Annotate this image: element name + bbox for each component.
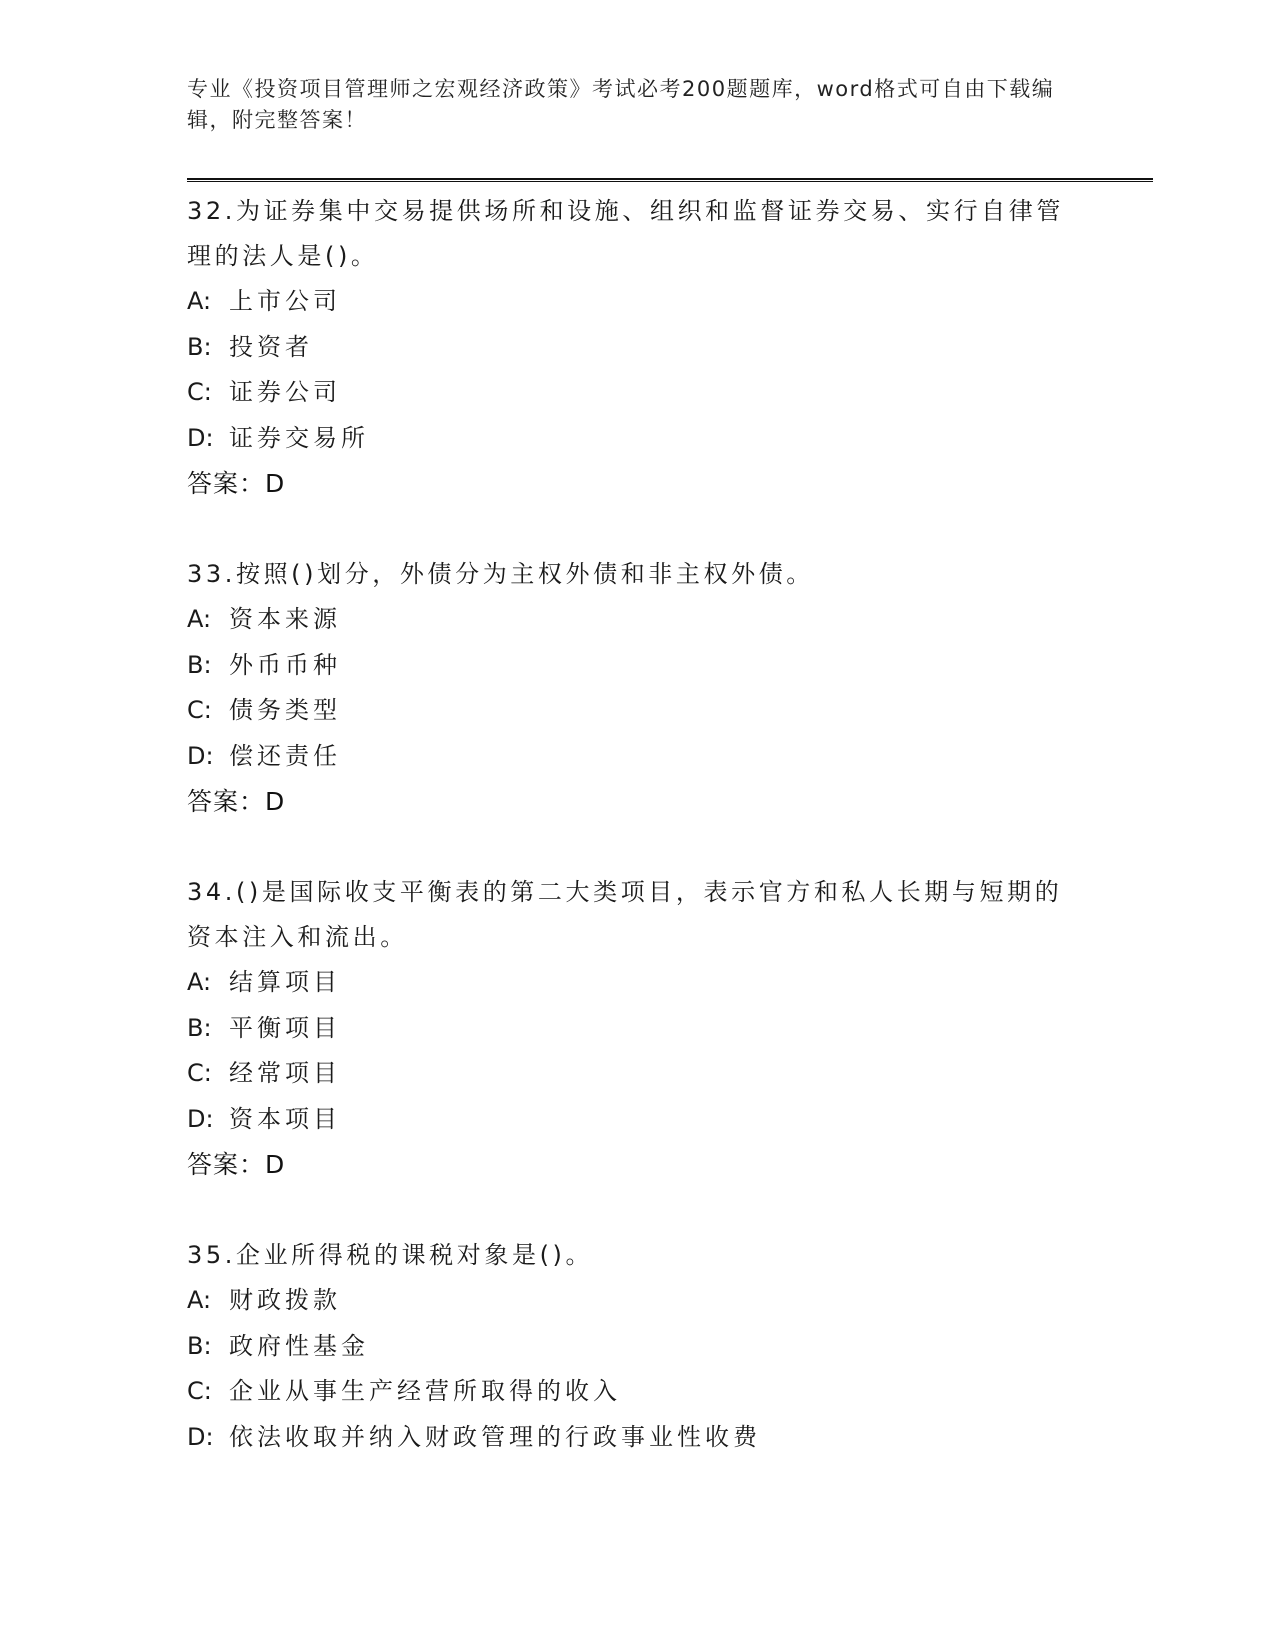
option-text: 政府性基金 — [229, 1331, 369, 1360]
option-letter: D: — [187, 1104, 214, 1133]
option-text: 结算项目 — [229, 968, 341, 996]
question-stem: 34.()是国际收支平衡表的第二大类项目，表示官方和私人长期与短期的资本注入和流出。 — [187, 878, 1063, 951]
option-text: 外币币种 — [229, 650, 341, 679]
option-c — [187, 370, 1087, 416]
option-text: 经常项目 — [229, 1059, 341, 1087]
option-text: 证券公司 — [229, 378, 341, 406]
option-letter: D: — [187, 423, 214, 452]
question-list — [187, 189, 1087, 1506]
option-letter: C: — [187, 1059, 212, 1087]
option-text: 依法收取并纳入财政管理的行政事业性收费 — [229, 1422, 761, 1451]
option-a — [187, 279, 1087, 325]
option-a — [187, 960, 1087, 1006]
option-letter: B: — [187, 1013, 212, 1042]
option-d — [187, 1097, 1087, 1143]
question-stem: 32.为证券集中交易提供场所和设施、组织和监督证券交易、实行自律管理的法人是()。 — [187, 197, 1064, 270]
option-c — [187, 1369, 1087, 1415]
document-header: 专业《投资项目管理师之宏观经济政策》考试必考200题题库，word格式可自由下载编辑，附完整答案！ — [187, 77, 1055, 132]
option-text: 上市公司 — [229, 287, 341, 315]
option-d — [187, 1415, 1087, 1461]
answer-line: 答案：D — [187, 1150, 286, 1179]
header-divider — [187, 178, 1153, 182]
option-b — [187, 1324, 1087, 1370]
question-stem: 35.企业所得税的课税对象是()。 — [187, 1241, 594, 1269]
option-text: 企业从事生产经营所取得的收入 — [229, 1377, 621, 1405]
option-d — [187, 734, 1087, 780]
option-text: 证券交易所 — [229, 423, 369, 452]
option-text: 财政拨款 — [229, 1286, 341, 1314]
option-letter: A: — [187, 287, 212, 315]
option-c — [187, 688, 1087, 734]
option-letter: D: — [187, 1422, 214, 1451]
option-letter: C: — [187, 696, 212, 724]
answer-line: 答案：D — [187, 787, 286, 816]
option-text: 债务类型 — [229, 696, 341, 724]
option-text: 偿还责任 — [229, 741, 341, 770]
option-letter: C: — [187, 378, 212, 406]
option-text: 资本项目 — [229, 1104, 341, 1133]
option-d — [187, 416, 1087, 462]
option-letter: B: — [187, 650, 212, 679]
question-33 — [187, 552, 1087, 824]
option-letter: A: — [187, 1286, 212, 1314]
question-34 — [187, 870, 1087, 1187]
question-32 — [187, 189, 1087, 506]
option-letter: B: — [187, 1331, 212, 1360]
question-stem: 33.按照()划分，外债分为主权外债和非主权外债。 — [187, 560, 814, 588]
option-c — [187, 1051, 1087, 1097]
answer-line: 答案：D — [187, 469, 286, 498]
option-text: 平衡项目 — [229, 1013, 341, 1042]
option-a — [187, 597, 1087, 643]
option-b — [187, 643, 1087, 689]
option-letter: C: — [187, 1377, 212, 1405]
option-text: 投资者 — [229, 332, 313, 361]
option-letter: A: — [187, 605, 212, 633]
question-35 — [187, 1233, 1087, 1460]
option-letter: A: — [187, 968, 212, 996]
option-letter: D: — [187, 741, 214, 770]
option-b — [187, 1006, 1087, 1052]
option-letter: B: — [187, 332, 212, 361]
option-b — [187, 325, 1087, 371]
option-a — [187, 1278, 1087, 1324]
option-text: 资本来源 — [229, 605, 341, 633]
